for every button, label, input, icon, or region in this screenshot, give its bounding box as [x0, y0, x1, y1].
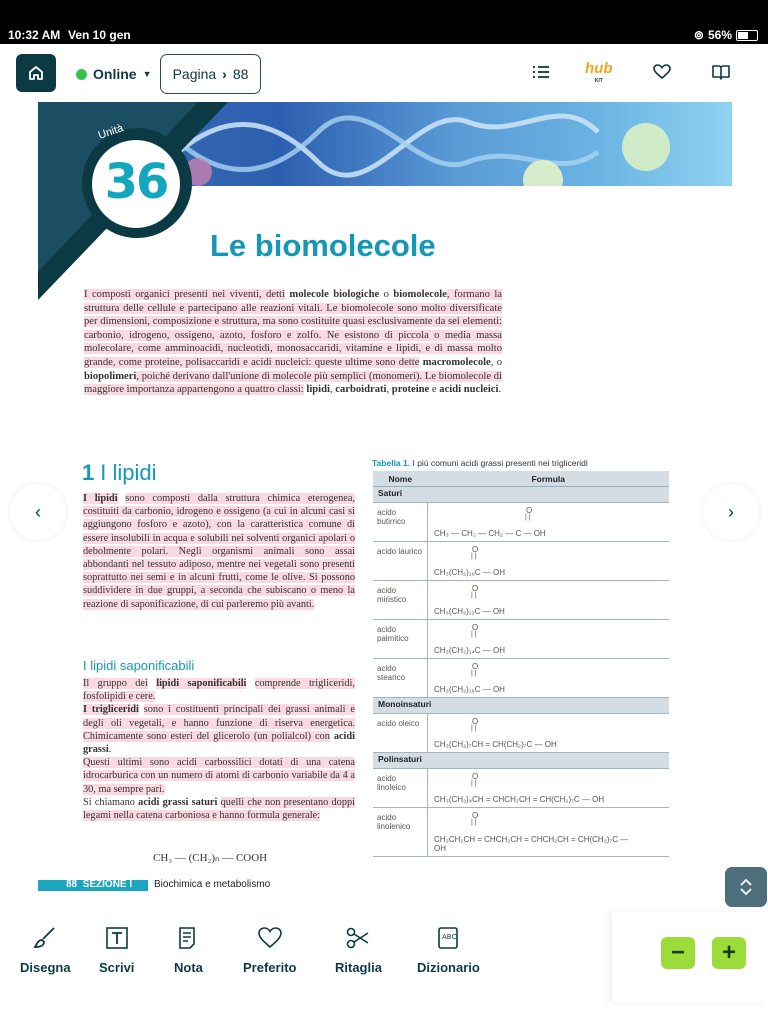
fatty-acids-table [373, 471, 669, 857]
group-monounsaturated: Monoinsaturi [373, 698, 669, 714]
note-button[interactable]: Nota [174, 926, 203, 975]
up-down-chevron-icon [738, 877, 754, 897]
online-status-dropdown[interactable] [76, 66, 151, 82]
link-icon: ⊚ [693, 28, 704, 42]
table-row: acido oleico O | | CH₃(CH₂)₇CH = CH(CH₂)₇C — OH [373, 714, 669, 753]
table-row: acido miristico O | | CH₃(CH₂)₁₂C — OH [373, 581, 669, 620]
scroll-toggle-button[interactable] [725, 867, 767, 907]
top-toolbar [0, 44, 768, 102]
table-row: acido butirrico O | | CH₃ — CH₂ — CH₂ — C — OH [373, 503, 669, 542]
minus-icon: − [670, 939, 685, 966]
previous-page-button[interactable] [10, 484, 66, 540]
lipids-paragraph: I lipidi sono composti dalla struttura chimica eterogenea, costituiti da carbonio, idrogeno e ossigeno (a cui in alcuni casi si aggiungono fosforo e azoto), con la caratteristica comune di essere insolubili in acqua e solubili nei solventi organici apolari o debolmente polari. Negli organismi animali sono assai abbondanti nel tessuto adiposo, mentre nei vegetali sono presenti soprattutto nei semi e in alcuni frutti, come le olive. Si possono suddividere in due gruppi, a seconda che subiscano o meno la reazione di saponificazione, di cui parleremo più avanti. [83, 493, 355, 610]
crop-button[interactable]: Ritaglia [335, 926, 382, 975]
home-button[interactable] [16, 54, 56, 92]
text-box-icon [104, 926, 130, 950]
battery-percent: 56% [707, 28, 732, 42]
draw-button[interactable]: Disegna [20, 926, 71, 975]
battery-icon [736, 30, 758, 41]
note-icon [175, 926, 201, 950]
status-bar [0, 0, 768, 44]
intro-paragraph: I composti organici presenti nei viventi, detti molecole biologiche o biomolecole, formano la struttura delle cellule e partecipano alle reazioni vitali. Le biomolecole sono molto diversificate per dimensioni, composizione e struttura, ma sono costituite quasi esclusivamente da sei elementi: carbonio, idrogeno, ossigeno, azoto, fosforo e zolfo. Ne esistono di piccola o media massa molecolare, come amminoacidi, nucleotidi, monosaccaridi, vitamine e lipidi, e di massa molto grande, come proteine, polisaccaridi e acidi nucleici: queste ultime sono dette macromolecole, o biopolimeri, poiché derivano dall'unione di molecole più semplici (monomeri). Le biomolecole di maggiore importanza appartengono a quattro classi: lipidi, carboidrati, proteine e acidi nucleici. [84, 289, 503, 396]
hub-kit-button[interactable] [585, 62, 613, 88]
chevron-right-icon: › [728, 501, 734, 522]
hub-label: hub [585, 60, 613, 77]
hub-sub-label: KIT [594, 78, 603, 84]
status-right [694, 28, 758, 42]
zoom-panel [612, 912, 768, 1002]
table-row: acido laurico O | | CH₃(CH₂)₁₀C — OH [373, 542, 669, 581]
table-row: acido stearico O | | CH₃(CH₂)₁₆C — OH [373, 659, 669, 698]
dictionary-button[interactable]: ABC Dizionario [417, 926, 480, 975]
zoom-out-button[interactable] [661, 937, 695, 969]
subsection-title: I lipidi saponificabili [83, 658, 195, 673]
chevron-down-icon: ▼ [142, 69, 152, 79]
footer-page-section: 88 SEZIONE I [66, 879, 133, 890]
unit-label: Unità [96, 122, 125, 142]
footer-subject: Biochimica e metabolismo [154, 879, 271, 890]
chevron-right-icon: › [222, 66, 227, 82]
home-icon [27, 64, 45, 82]
online-dot-icon [76, 69, 87, 80]
svg-text:ABC: ABC [442, 933, 457, 941]
bottom-toolbar [0, 912, 768, 1024]
page-label: Pagina [172, 66, 217, 82]
group-polyunsaturated: Polinsaturi [373, 753, 669, 769]
write-button[interactable]: Scrivi [99, 926, 134, 975]
status-date: Ven 10 gen [68, 28, 131, 42]
table-header-formula: Formula [428, 471, 670, 487]
page-selector[interactable] [160, 54, 261, 94]
general-formula: CH₃ — (CH₂)ₙ — COOH [153, 852, 268, 864]
table-row: acido palmitico O | | CH₃(CH₂)₁₄C — OH [373, 620, 669, 659]
plus-icon: + [721, 939, 736, 966]
next-page-button[interactable] [703, 484, 759, 540]
scissors-icon [345, 926, 371, 950]
table-row: acido linoleico O | | CH₃(CH₂)₄CH = CHCH₂CH = CH(CH₂)₇C — OH [373, 769, 669, 808]
table-header-name: Nome [373, 471, 428, 487]
status-time: 10:32 AM [8, 28, 61, 42]
chevron-left-icon: ‹ [35, 501, 41, 522]
chapter-title: Le biomolecole [210, 228, 436, 263]
brush-icon [32, 926, 58, 950]
heart-icon [257, 926, 283, 950]
unit-badge [82, 122, 192, 238]
zoom-in-button[interactable] [712, 937, 746, 969]
saponifiable-paragraph: Il gruppo dei lipidi saponificabili comprende trigliceridi, fosfolipidi e cere. I trigliceridi sono i costituenti principali dei grassi animali e degli oli vegetali, e hanno funzione di riserva energetica. Chimicamente sono esteri del glicerolo (un polialcol) con acidi grassi. Questi ultimi sono acidi carbossilici dotati di una catena idrocarburica con un numero di atomi di carbonio variabile da 4 a 30, ma sempre pari. Si chiamano acidi grassi saturi quelli che non presentano doppi legami nella catena carboniosa e hanno formula generale: [83, 678, 356, 822]
list-icon[interactable] [532, 64, 550, 80]
page-number: 88 [232, 66, 249, 82]
book-icon[interactable] [712, 64, 730, 80]
heart-icon[interactable] [653, 64, 671, 80]
dictionary-icon [435, 926, 461, 950]
book-page [38, 102, 732, 892]
unit-number: 36 [104, 154, 168, 210]
favorite-button[interactable]: Preferito [243, 926, 296, 975]
table-caption: Tabella 1. I più comuni acidi grassi presenti nei trigliceridi [372, 458, 588, 468]
online-label: Online [93, 66, 137, 82]
section-title: 1 I lipidi [82, 460, 157, 485]
table-row: acido linolenico O | | CH₃CH₂CH = CHCH₂CH = CHCH₂CH = CH(CH₂)₇C — OH [373, 808, 669, 857]
group-saturated: Saturi [373, 487, 669, 503]
